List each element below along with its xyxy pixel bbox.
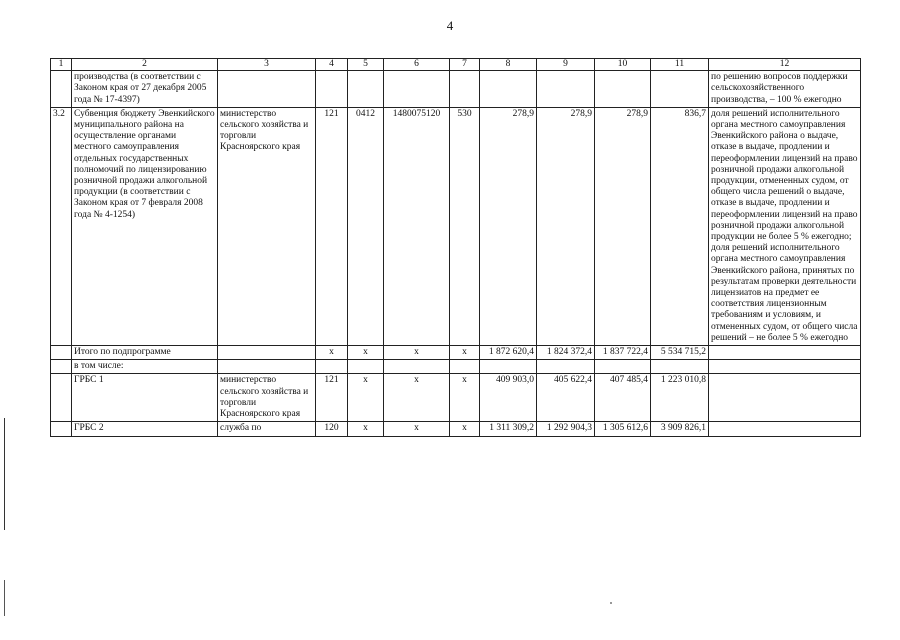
header-cell: 6 — [384, 59, 450, 71]
table-row — [51, 374, 861, 422]
code-cell: x — [450, 422, 480, 436]
amount-cell: 836,7 — [651, 107, 709, 345]
row-number-cell — [51, 422, 72, 436]
amount-cell: 407 485,4 — [595, 374, 651, 422]
table-cell — [450, 71, 480, 108]
measure-name-cell: Субвенция бюджету Эвенкийского муниципального района на осуществление органами местного самоуправления отдельных государственных полномочий по лицензированию розничной продажи алкогольной продукции (в соответствии с Законом края от 7 февраля 2008 года № 4-1254) — [72, 107, 218, 345]
row-number-cell — [51, 360, 72, 374]
table-row — [51, 346, 861, 360]
measure-name-cell: ГРБС 1 — [72, 374, 218, 422]
table-cell — [480, 360, 537, 374]
amount-cell: 1 305 612,6 — [595, 422, 651, 436]
table-cell — [480, 71, 537, 108]
scan-margin-line — [4, 580, 5, 616]
grbs-cell — [218, 346, 316, 360]
code-cell: x — [384, 422, 450, 436]
code-cell: x — [384, 374, 450, 422]
table-cell — [348, 71, 384, 108]
code-cell: x — [348, 374, 384, 422]
code-cell: x — [384, 346, 450, 360]
amount-cell: 1 872 620,4 — [480, 346, 537, 360]
row-number-cell — [51, 374, 72, 422]
header-cell: 11 — [651, 59, 709, 71]
code-cell: 121 — [316, 107, 348, 345]
table-cell — [537, 71, 595, 108]
header-cell: 5 — [348, 59, 384, 71]
grbs-cell: министерство сельского хозяйства и торговли Красноярского края — [218, 374, 316, 422]
table-cell — [316, 71, 348, 108]
amount-cell: 5 534 715,2 — [651, 346, 709, 360]
scan-margin-line — [4, 418, 5, 530]
header-cell: 8 — [480, 59, 537, 71]
table-cell — [595, 71, 651, 108]
grbs-cell — [218, 360, 316, 374]
code-cell: 1480075120 — [384, 107, 450, 345]
indicator-cell: по решению вопросов поддержки сельскохозяйственного производства, – 100 % ежегодно — [709, 71, 861, 108]
indicator-cell — [709, 360, 861, 374]
table-row — [51, 422, 861, 436]
indicator-cell — [709, 422, 861, 436]
table-cell — [384, 360, 450, 374]
grbs-cell — [218, 71, 316, 108]
header-cell: 4 — [316, 59, 348, 71]
indicator-cell — [709, 346, 861, 360]
header-cell: 7 — [450, 59, 480, 71]
amount-cell: 1 824 372,4 — [537, 346, 595, 360]
indicator-cell — [709, 374, 861, 422]
amount-cell: 278,9 — [537, 107, 595, 345]
program-table — [50, 58, 861, 437]
amount-cell: 1 223 010,8 — [651, 374, 709, 422]
amount-cell: 405 622,4 — [537, 374, 595, 422]
row-number-cell — [51, 71, 72, 108]
header-row — [51, 59, 861, 71]
scan-speck — [610, 602, 612, 604]
table-cell — [450, 360, 480, 374]
code-cell: x — [316, 346, 348, 360]
table-row — [51, 360, 861, 374]
table-row — [51, 71, 861, 108]
amount-cell: 1 292 904,3 — [537, 422, 595, 436]
code-cell: 530 — [450, 107, 480, 345]
header-cell: 10 — [595, 59, 651, 71]
measure-name-cell: производства (в соответствии с Законом края от 27 декабря 2005 года № 17-4397) — [72, 71, 218, 108]
table-cell — [651, 71, 709, 108]
row-number-cell: 3.2 — [51, 107, 72, 345]
amount-cell: 409 903,0 — [480, 374, 537, 422]
code-cell: x — [348, 346, 384, 360]
code-cell: x — [348, 422, 384, 436]
measure-name-cell: ГРБС 2 — [72, 422, 218, 436]
table-cell — [316, 360, 348, 374]
grbs-cell: служба по — [218, 422, 316, 436]
amount-cell: 278,9 — [595, 107, 651, 345]
table-row — [51, 107, 861, 345]
header-cell: 1 — [51, 59, 72, 71]
code-cell: 0412 — [348, 107, 384, 345]
table-cell — [651, 360, 709, 374]
header-cell: 2 — [72, 59, 218, 71]
grbs-cell: министерство сельского хозяйства и торговли Красноярского края — [218, 107, 316, 345]
code-cell: 120 — [316, 422, 348, 436]
table-cell — [348, 360, 384, 374]
code-cell: 121 — [316, 374, 348, 422]
table-cell — [537, 360, 595, 374]
header-cell: 9 — [537, 59, 595, 71]
amount-cell: 3 909 826,1 — [651, 422, 709, 436]
amount-cell: 1 311 309,2 — [480, 422, 537, 436]
amount-cell: 1 837 722,4 — [595, 346, 651, 360]
amount-cell: 278,9 — [480, 107, 537, 345]
row-number-cell — [51, 346, 72, 360]
table-cell — [384, 71, 450, 108]
header-cell: 3 — [218, 59, 316, 71]
measure-name-cell: Итого по подпрограмме — [72, 346, 218, 360]
page-number: 4 — [446, 18, 454, 33]
header-cell: 12 — [709, 59, 861, 71]
table-cell — [595, 360, 651, 374]
code-cell: x — [450, 374, 480, 422]
indicator-cell: доля решений исполнительного органа местного самоуправления Эвенкийского района о выдаче, отказе в выдаче, продлении и переоформлении лицензий на право розничной продажи алкогольной продукции, отмененных судом, от общего числа решений о выдаче, отказе в выдаче, продлении и переоформлении лицензий на право розничной продажи алкогольной продукции не более 5 % ежегодно; доля решений исполнительного органа местного самоуправления Эвенкийского района, принятых по результатам проверки деятельности лицензиатов на предмет ее соответствия лицензионным требованиям и условиям, и отмененных судом, от общего числа решений – не более 5 % ежегодно — [709, 107, 861, 345]
code-cell: x — [450, 346, 480, 360]
measure-name-cell: в том числе: — [72, 360, 218, 374]
